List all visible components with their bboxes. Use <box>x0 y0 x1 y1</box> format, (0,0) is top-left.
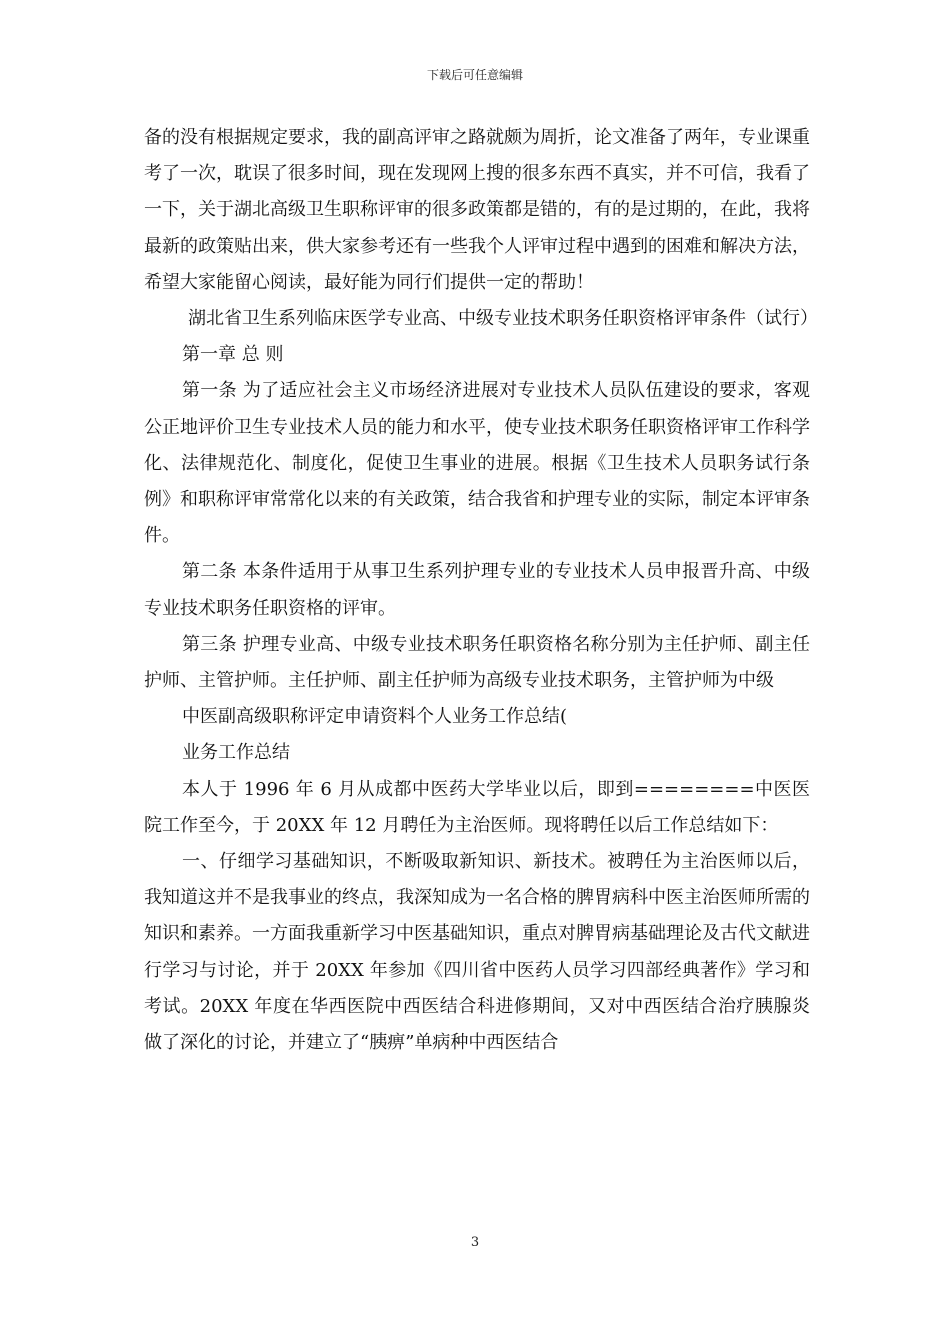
paragraph-article-3: 第三条 护理专业高、中级专业技术职务任职资格名称分别为主任护师、副主任护师、主管护师。主任护师、副主任护师为高级专业技术职务，主管护师为中级 <box>144 633 810 692</box>
paragraph-intro: 备的没有根据规定要求，我的副高评审之路就颇为周折，论文准备了两年，专业课重考了一次，耽误了很多时间，现在发现网上搜的很多东西不真实，并不可信，我看了一下，关于湖北高级卫生职称评审的很多政策都是错的，有的是过期的，在此，我将最新的政策贴出来，供大家参考还有一些我个人评审过程中遇到的困难和解决方法，希望大家能留心阅读，最好能为同行们提供一定的帮助！ <box>144 127 810 293</box>
document-body <box>144 120 818 1061</box>
paragraph-work-summary-heading: 业务工作总结 <box>182 742 290 764</box>
page-header: 下载后可任意编辑 <box>426 68 523 82</box>
paragraph-summary-title: 中医副高级职称评定申请资料个人业务工作总结( <box>182 706 568 728</box>
paragraph-study-section: 一、仔细学习基础知识，不断吸取新知识、新技术。被聘任为主治医师以后，我知道这并不是我事业的终点，我深知成为一名合格的脾胃病科中医主治医师所需的知识和素养。一方面我重新学习中医基础知识，重点对脾胃病基础理论及古代文献进行学习与讨论，并于 20XX 年参加《四川省中医药人员学习四部经典著作》学习和考试。20XX 年度在华西医院中西医结合科进修期间，又对中西医结合治疗胰腺炎做了深化的讨论，并建立了“胰痹”单病种中西医结合 <box>144 851 810 1054</box>
paragraph-article-1: 第一条 为了适应社会主义市场经济进展对专业技术人员队伍建设的要求，客观公正地评价卫生专业技术人员的能力和水平，使专业技术职务任职资格评审工作科学化、法律规范化、制度化，促使卫生事业的进展。根据《卫生技术人员职务试行条例》和职称评审常常化以来的有关政策，结合我省和护理专业的实际，制定本评审条件。 <box>144 380 810 547</box>
paragraph-regulation-title: 湖北省卫生系列临床医学专业高、中级专业技术职务任职资格评审条件（试行） <box>188 308 818 330</box>
paragraph-chapter-heading: 第一章 总 则 <box>182 344 284 366</box>
page-number: 3 <box>470 1235 480 1250</box>
paragraph-employment-history: 本人于 1996 年 6 月从成都中医药大学毕业以后，即到========中医医院工作至今，于 20XX 年 12 月聘任为主治医师。现将聘任以后工作总结如下： <box>144 778 810 836</box>
paragraph-article-2: 第二条 本条件适用于从事卫生系列护理专业的专业技术人员申报晋升高、中级专业技术职务任职资格的评审。 <box>144 561 810 619</box>
